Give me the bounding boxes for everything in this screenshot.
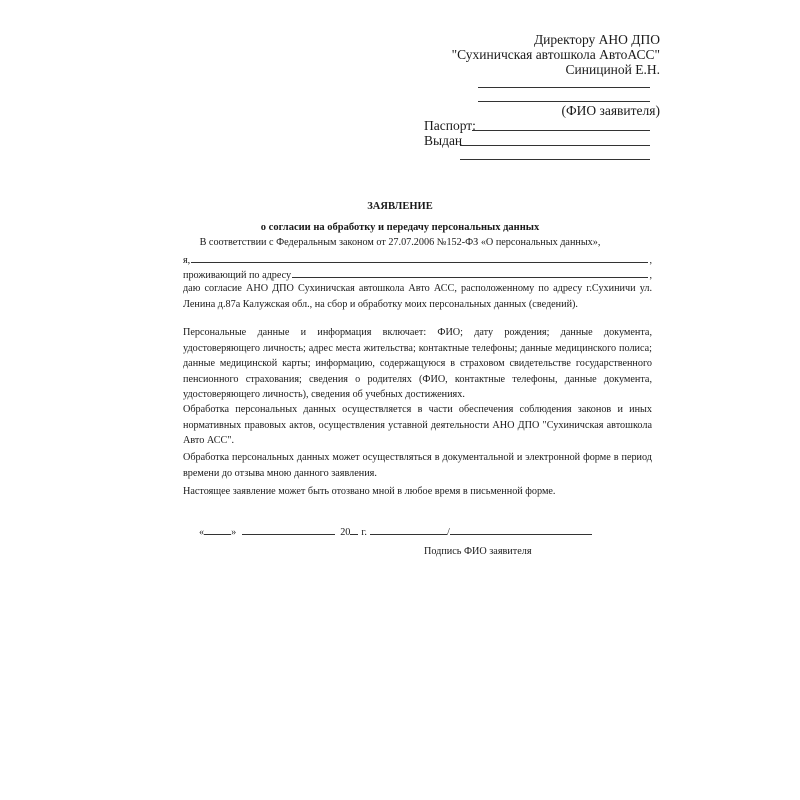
signature-caption: Подпись ФИО заявителя — [424, 546, 532, 557]
signature-row — [199, 523, 592, 540]
law-reference: В соответствии с Федеральным законом от 27.07.2006 №152-ФЗ «О персональных данных», — [199, 237, 601, 248]
day-field[interactable] — [204, 523, 231, 535]
year-prefix: 20 — [340, 527, 351, 538]
passport-label: Паспорт: — [424, 118, 476, 133]
passport-field[interactable] — [472, 130, 650, 131]
residing-address-field[interactable] — [292, 266, 648, 278]
document-title: ЗАЯВЛЕНИЕ — [367, 201, 433, 212]
issued-field[interactable] — [460, 145, 650, 146]
open-quote: « — [199, 527, 205, 538]
data-list-paragraph: Персональные данные и информация включает: ФИО; дату рождения; данные документа, удостоверяющего личность; адрес места жительства; контактные телефоны; данные медицинского полиса; данные медицинской карты; информацию, содержащуюся в страховом свидетельстве государственного пенсионного страхования; сведения о родителях (ФИО, контактные телефоны, данные документа, удостоверяющего личность), сведения об учебных достижениях. — [183, 327, 652, 400]
applicant-full-name-field[interactable] — [191, 251, 648, 263]
year-field[interactable] — [350, 523, 358, 535]
issued-field-continued[interactable] — [460, 159, 650, 160]
addressee-line-1: Директору АНО ДПО — [533, 32, 660, 47]
residing-suffix: , — [649, 270, 652, 281]
close-quote: » — [231, 527, 237, 538]
purpose-paragraph: Обработка персональных данных осуществляется в части обеспечения соблюдения законов и иных нормативных правовых актов, осуществления уставной деятельности АНО ДПО "Сухиничская автошкола Авто АСС". — [183, 404, 652, 446]
consent-paragraph: даю согласие АНО ДПО Сухиничская автошкола Авто АСС, расположенному по адресу г.Сухиничи ул. Ленина д.87а Калужская обл., на сбор и обработку моих персональных данных (сведений). — [183, 283, 652, 310]
signature-field[interactable] — [370, 523, 447, 535]
applicant-caption: (ФИО заявителя) — [561, 103, 660, 118]
signer-name-field[interactable] — [450, 523, 592, 535]
form-paragraph: Обработка персональных данных может осуществляться в документальной и электронной форме в период времени до отзыва мною данного заявления. — [183, 452, 652, 479]
month-field[interactable] — [242, 523, 335, 535]
residing-label: проживающий по адресу — [183, 270, 292, 281]
revocation-paragraph: Настоящее заявление может быть отозвано мной в любое время в письменной форме. — [183, 486, 556, 497]
i-suffix: , — [649, 255, 652, 266]
i-label: я, — [183, 255, 191, 266]
addressee-line-2: "Сухиничская автошкола АвтоАСС" — [451, 47, 660, 62]
applicant-name-line-1[interactable] — [478, 87, 650, 88]
applicant-name-line-2[interactable] — [478, 101, 650, 102]
addressee-line-3: Синициной Е.Н. — [565, 62, 660, 77]
year-suffix: г. — [361, 527, 367, 538]
issued-label: Выдан — [424, 133, 463, 148]
document-subtitle: о согласии на обработку и передачу персональных данных — [260, 222, 540, 233]
separator: / — [446, 527, 450, 538]
